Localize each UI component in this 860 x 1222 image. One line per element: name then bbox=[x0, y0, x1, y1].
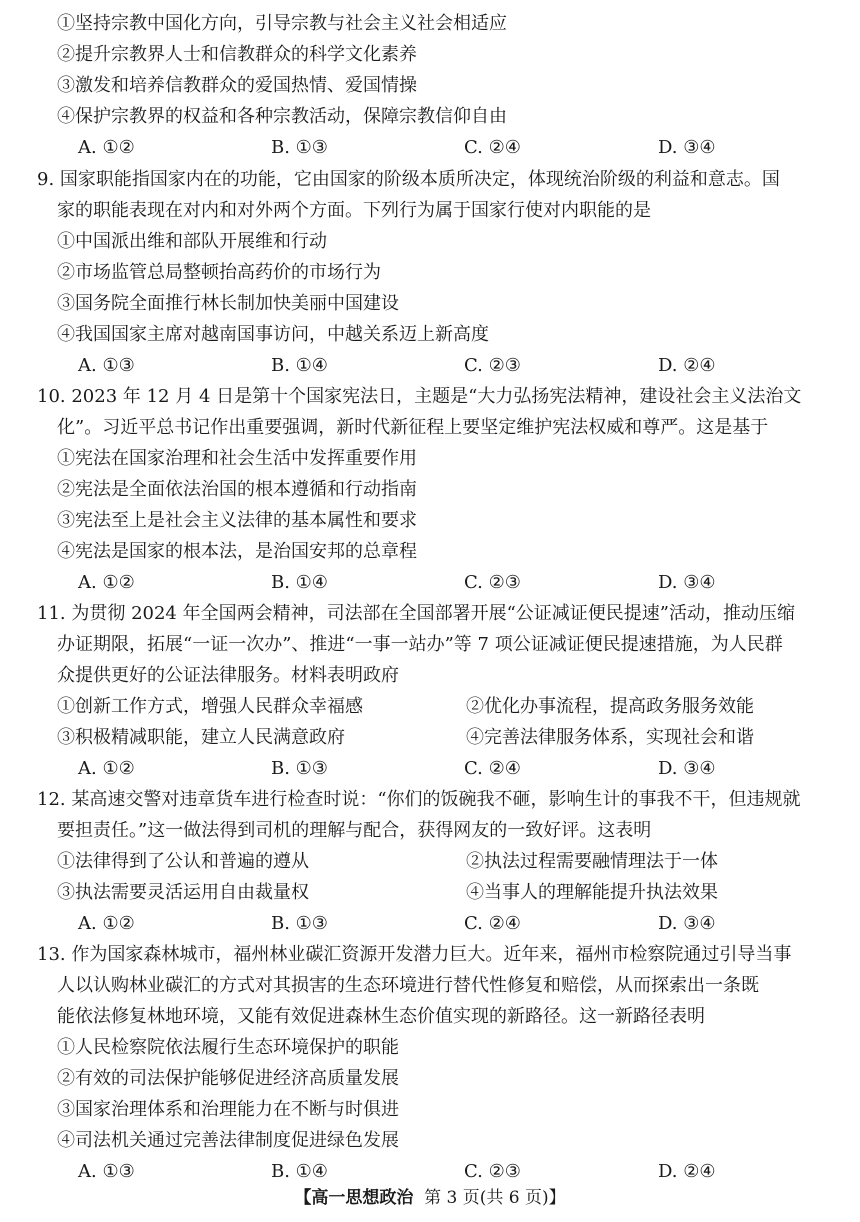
q11-stem-line-2: 办证期限，拓展“一证一次办”、推进“一事一站办”等 7 项公证减证便民提速措施，为人民群 bbox=[57, 634, 783, 655]
q10-choice-a: A. ①② bbox=[78, 572, 135, 593]
q10-stem-line-2: 化”。习近平总书记作出重要强调，新时代新征程上要坚定维护宪法权威和尊严。这是基于 bbox=[57, 417, 769, 438]
q12-choices bbox=[78, 912, 738, 936]
q11-choice-d: D. ③④ bbox=[658, 758, 716, 779]
q10-option-4: ④宪法是国家的根本法，是治国安邦的总章程 bbox=[57, 541, 417, 562]
q10-choices bbox=[78, 571, 738, 595]
q11-option-1: ①创新工作方式，增强人民群众幸福感 bbox=[57, 696, 363, 717]
q8-choice-c: C. ②④ bbox=[464, 137, 521, 158]
q13-stem-line-2: 人以认购林业碳汇的方式对其损害的生态环境进行替代性修复和赔偿，从而探索出一条既 bbox=[57, 975, 759, 996]
q12-option-1: ①法律得到了公认和普遍的遵从 bbox=[57, 851, 309, 872]
q10-option-1: ①宪法在国家治理和社会生活中发挥重要作用 bbox=[57, 448, 417, 469]
q9-choice-c: C. ②③ bbox=[464, 355, 521, 376]
q9-choice-a: A. ①③ bbox=[78, 355, 135, 376]
q9-option-4: ④我国国家主席对越南国事访问，中越关系迈上新高度 bbox=[57, 324, 489, 345]
q8-option-1: ①坚持宗教中国化方向，引导宗教与社会主义社会相适应 bbox=[57, 13, 507, 34]
q12-choice-a: A. ①② bbox=[78, 913, 135, 934]
q10-choice-b: B. ①④ bbox=[271, 572, 328, 593]
q8-choice-b: B. ①③ bbox=[271, 137, 328, 158]
q11-stem-line-1: 11. 为贯彻 2024 年全国两会精神，司法部在全国部署开展“公证减证便民提速”活动，推动压缩 bbox=[37, 603, 796, 624]
q11-stem-line-3: 众提供更好的公证法律服务。材料表明政府 bbox=[57, 665, 399, 686]
q8-choice-d: D. ③④ bbox=[658, 137, 716, 158]
q8-option-3: ③激发和培养信教群众的爱国热情、爱国情操 bbox=[57, 75, 417, 96]
q13-stem-line-3: 能依法修复林地环境，又能有效促进森林生态价值实现的新路径。这一新路径表明 bbox=[57, 1006, 705, 1027]
q13-choice-a: A. ①③ bbox=[78, 1161, 135, 1182]
q11-choice-a: A. ①② bbox=[78, 758, 135, 779]
q13-choices bbox=[78, 1160, 738, 1184]
q11-option-3: ③积极精减职能，建立人民满意政府 bbox=[57, 727, 345, 748]
q13-choice-b: B. ①④ bbox=[271, 1161, 328, 1182]
q12-choice-c: C. ②④ bbox=[464, 913, 521, 934]
q8-choices bbox=[78, 136, 738, 160]
q11-option-2: ②优化办事流程，提高政务服务效能 bbox=[466, 696, 754, 717]
q12-choice-d: D. ③④ bbox=[658, 913, 716, 934]
q12-stem-line-1: 12. 某高速交警对违章货车进行检查时说：“你们的饭碗我不砸，影响生计的事我不干，但违规就 bbox=[37, 789, 801, 810]
q10-choice-d: D. ③④ bbox=[658, 572, 716, 593]
q13-option-3: ③国家治理体系和治理能力在不断与时俱进 bbox=[57, 1099, 399, 1120]
q13-option-1: ①人民检察院依法履行生态环境保护的职能 bbox=[57, 1037, 399, 1058]
q9-choice-d: D. ②④ bbox=[658, 355, 716, 376]
footer-subject: 【高一思想政治 bbox=[294, 1188, 414, 1208]
q13-option-2: ②有效的司法保护能够促进经济高质量发展 bbox=[57, 1068, 399, 1089]
q8-choice-a: A. ①② bbox=[78, 137, 135, 158]
q12-option-4: ④当事人的理解能提升执法效果 bbox=[466, 882, 718, 903]
q11-choice-b: B. ①③ bbox=[271, 758, 328, 779]
q9-option-2: ②市场监管总局整顿抬高药价的市场行为 bbox=[57, 262, 381, 283]
q10-choice-c: C. ②③ bbox=[464, 572, 521, 593]
q10-option-2: ②宪法是全面依法治国的根本遵循和行动指南 bbox=[57, 479, 417, 500]
q9-option-3: ③国务院全面推行林长制加快美丽中国建设 bbox=[57, 293, 399, 314]
q9-stem-line-1: 9. 国家职能指国家内在的功能，它由国家的阶级本质所决定，体现统治阶级的利益和意志。国 bbox=[37, 169, 780, 190]
q11-choices bbox=[78, 757, 738, 781]
q13-option-4: ④司法机关通过完善法律制度促进绿色发展 bbox=[57, 1130, 399, 1151]
q12-option-3: ③执法需要灵活运用自由裁量权 bbox=[57, 882, 309, 903]
q13-stem-line-1: 13. 作为国家森林城市，福州林业碳汇资源开发潜力巨大。近年来，福州市检察院通过引导当事 bbox=[37, 944, 792, 965]
q8-option-2: ②提升宗教界人士和信教群众的科学文化素养 bbox=[57, 44, 417, 65]
q9-choice-b: B. ①④ bbox=[271, 355, 328, 376]
q13-choice-c: C. ②③ bbox=[464, 1161, 521, 1182]
q8-option-4: ④保护宗教界的权益和各种宗教活动，保障宗教信仰自由 bbox=[57, 106, 507, 127]
q10-option-3: ③宪法至上是社会主义法律的基本属性和要求 bbox=[57, 510, 417, 531]
q12-choice-b: B. ①③ bbox=[271, 913, 328, 934]
page-footer bbox=[0, 1186, 860, 1210]
q9-option-1: ①中国派出维和部队开展维和行动 bbox=[57, 231, 327, 252]
q11-option-4: ④完善法律服务体系，实现社会和谐 bbox=[466, 727, 754, 748]
q10-stem-line-1: 10. 2023 年 12 月 4 日是第十个国家宪法日，主题是“大力弘扬宪法精神，建设社会主义法治文 bbox=[37, 386, 802, 407]
q9-stem-line-2: 家的职能表现在对内和对外两个方面。下列行为属于国家行使对内职能的是 bbox=[57, 200, 651, 221]
footer-page-number: 第 3 页(共 6 页)】 bbox=[424, 1188, 566, 1208]
q12-stem-line-2: 要担责任。”这一做法得到司机的理解与配合，获得网友的一致好评。这表明 bbox=[57, 820, 652, 841]
q13-choice-d: D. ②④ bbox=[658, 1161, 716, 1182]
q11-choice-c: C. ②④ bbox=[464, 758, 521, 779]
q9-choices bbox=[78, 354, 738, 378]
q12-option-2: ②执法过程需要融情理法于一体 bbox=[466, 851, 718, 872]
